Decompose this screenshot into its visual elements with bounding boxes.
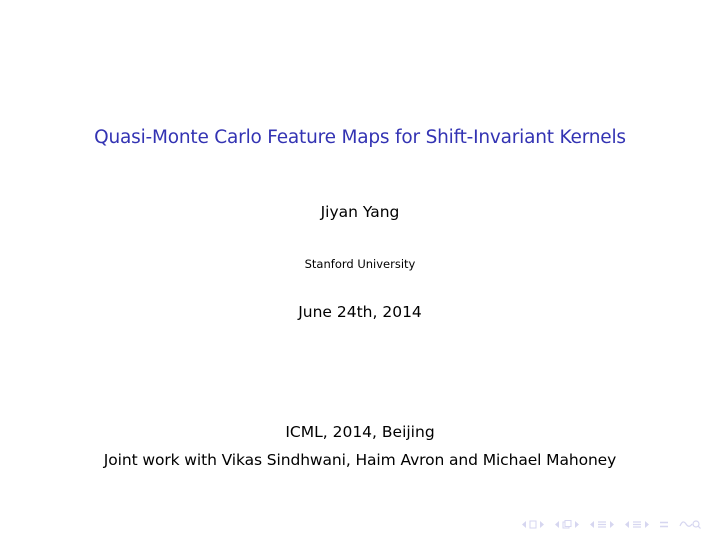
nav-section-lines-icon [597, 520, 607, 529]
venue: ICML, 2014, Beijing [285, 423, 435, 441]
nav-subsection-prev-icon[interactable] [554, 520, 560, 529]
nav-section-prev-icon[interactable] [589, 520, 595, 529]
nav-search-group[interactable] [678, 519, 702, 529]
nav-subsection-next-icon[interactable] [574, 520, 580, 529]
nav-subsection-group[interactable] [554, 520, 580, 529]
author-name: Jiyan Yang [320, 203, 400, 221]
nav-subsubsection-lines-icon [632, 520, 642, 529]
nav-subsubsection-group[interactable] [624, 520, 650, 529]
nav-align-icon[interactable] [659, 520, 669, 529]
nav-frame-next-icon[interactable] [539, 520, 545, 529]
institute: Stanford University [304, 257, 416, 271]
nav-search-icon[interactable] [678, 519, 702, 529]
nav-frame-box-icon [529, 520, 537, 529]
nav-align-group[interactable] [659, 520, 669, 529]
navigation-bar [521, 517, 702, 531]
nav-frame-prev-icon[interactable] [521, 520, 527, 529]
nav-subsection-box-icon [562, 520, 572, 529]
nav-subsubsection-next-icon[interactable] [644, 520, 650, 529]
slide-title: Quasi-Monte Carlo Feature Maps for Shift-Invariant Kernels [94, 127, 626, 148]
nav-frame-group[interactable] [521, 520, 545, 529]
nav-section-next-icon[interactable] [609, 520, 615, 529]
nav-subsubsection-prev-icon[interactable] [624, 520, 630, 529]
joint-work-credit: Joint work with Vikas Sindhwani, Haim Avron and Michael Mahoney [103, 451, 617, 469]
presentation-date: June 24th, 2014 [298, 303, 422, 321]
nav-section-group[interactable] [589, 520, 615, 529]
